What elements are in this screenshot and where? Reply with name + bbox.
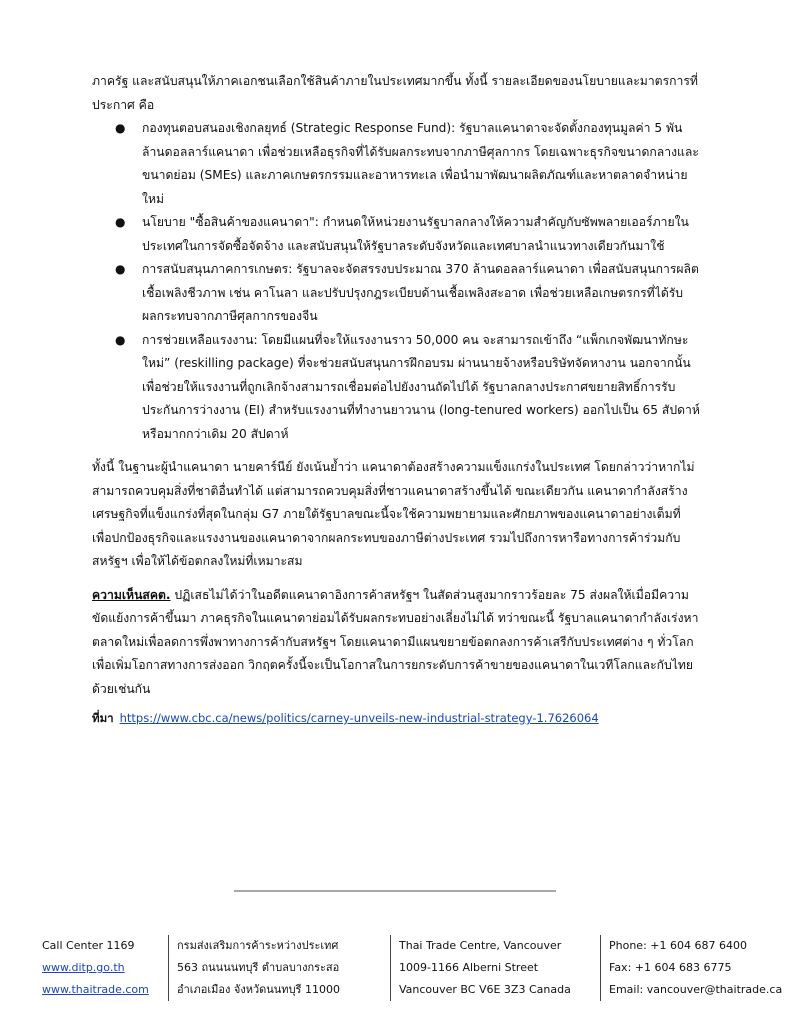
phone-text: Phone: +1 604 687 6400 [609,939,747,952]
source-link[interactable]: https://www.cbc.ca/news/politics/carney-unveils-new-industrial-strategy-1.7626064 [119,711,599,725]
fax-text: Fax: +1 604 683 6775 [609,961,732,974]
page-footer [42,935,783,1001]
opinion-label: ความเห็นสคต. [92,587,171,602]
footer-office-column [390,935,600,1001]
bullet-icon: ● [115,262,126,276]
list-item-text: กองทุนตอบสนองเชิงกลยุทธ์ (Strategic Response Fund): รัฐบาลแคนาดาจะจัดตั้งกองทุนมูลค่า 5 พันล้านดอลลาร์แคนาดา เพื่อช่วยเหลือธุรกิจที่ได้รับผลกระทบจากภาษีศุลกากร โดยเฉพาะธุรกิจขนาดกลางและขนาดย่อม (SMEs) และภาคเกษตรกรรมและอาหารทะเล เพื่อนำมาพัฒนาผลิตภัณฑ์และหาตลาดจำหน่ายใหม่ [142,121,699,206]
bullet-icon: ● [115,215,126,229]
list-item [115,329,704,447]
office-city: Vancouver BC V6E 3Z3 Canada [399,983,571,996]
thaitrade-website-link[interactable]: www.thaitrade.com [42,983,149,996]
list-item-text: การช่วยเหลือแรงงาน: โดยมีแผนที่จะให้แรงงานราว 50,000 คน จะสามารถเข้าถึง “แพ็กเกจพัฒนาทักษะใหม่” (reskilling package) ที่จะช่วยสนับสนุนการฝึกอบรม ผ่านนายจ้างหรือบริษัทจัดหางาน นอกจากนั้น เพื่อช่วยให้แรงงานที่ถูกเลิกจ้างสามารถเชื่อมต่อไปยังงานถัดไปได้ รัฐบาลกลางประกาศขยายสิทธิ์การรับประกันการว่างงาน (EI) สำหรับแรงงานที่ทำงานยาวนาน (long-tenured workers) ออกไปเป็น 65 สัปดาห์ หรือมากกว่าเดิม 20 สัปดาห์ [142,332,700,441]
list-item-text: การสนับสนุนภาคการเกษตร: รัฐบาลจะจัดสรรงบประมาณ 370 ล้านดอลลาร์แคนาดา เพื่อสนับสนุนการผลิตเชื้อเพลิงชีวภาพ เช่น คาโนลา และปรับปรุงกฎระเบียบด้านเชื้อเพลิงสะอาด เพื่อช่วยเหลือเกษตรกรที่ได้รับผลกระทบจากภาษีศุลกากรของจีน [142,262,699,323]
department-name: กรมส่งเสริมการค้าระหว่างประเทศ [177,939,339,952]
department-address-line1: 563 ถนนนนทบุรี ตำบลบางกระสอ [177,961,340,974]
measures-list [92,117,704,446]
ditp-website-link[interactable]: www.ditp.go.th [42,961,125,974]
office-name: Thai Trade Centre, Vancouver [399,939,562,952]
bullet-icon: ● [115,121,126,135]
document-body [92,70,704,731]
source-line [92,707,704,731]
footer-divider [234,890,556,892]
email-text: Email: vancouver@thaitrade.ca [609,983,783,996]
department-address-line2: อำเภอเมือง จังหวัดนนทบุรี 11000 [177,983,340,996]
office-street: 1009-1166 Alberni Street [399,961,539,974]
list-item-text: นโยบาย "ซื้อสินค้าของแคนาดา": กำหนดให้หน่วยงานรัฐบาลกลางให้ความสำคัญกับซัพพลายเออร์ภายในประเทศในการจัดซื้อจัดจ้าง และสนับสนุนให้รัฐบาลระดับจังหวัดและเทศบาลนำแนวทางเดียวกันมาใช้ [142,215,689,253]
footer-contact-column [42,935,168,1001]
leader-statement-paragraph: ทั้งนี้ ในฐานะผู้นำแคนาดา นายคาร์นีย์ ยังเน้นย้ำว่า แคนาดาต้องสร้างความแข็งแกร่งในประเทศ โดยกล่าวว่าหากไม่สามารถควบคุมสิ่งที่ชาติอื่นทำได้ แต่สามารถควบคุมสิ่งที่ชาวแคนาดาสร้างขึ้นได้ ขณะเดียวกัน แคนาดากำลังสร้างเศรษฐกิจที่แข็งแกร่งที่สุดในกลุ่ม G7 ภายใต้รัฐบาลขณะนี้จะใช้ความพยายามและศักยภาพของแคนาดาอย่างเต็มที่ เพื่อปกป้องธุรกิจและแรงงานของแคนาดาจากผลกระทบของภาษีต่างประเทศ รวมไปถึงการหารือทางการค้าร่วมกับสหรัฐฯ เพื่อให้ได้ข้อตกลงใหม่ที่เหมาะสม [92,460,695,568]
list-item [115,211,704,258]
list-item [115,258,704,329]
opinion-paragraph [92,584,704,702]
bullet-icon: ● [115,332,126,347]
call-center-text: Call Center 1169 [42,939,135,952]
footer-department-column [168,935,390,1001]
opinion-text: ปฏิเสธไม่ได้ว่าในอดีตแคนาดาอิงการค้าสหรัฐฯ ในสัดส่วนสูงมากราวร้อยละ 75 ส่งผลให้เมื่อมีความขัดแย้งการค้าขึ้นมา ภาคธุรกิจในแคนาดาย่อมได้รับผลกระทบอย่างเลี่ยงไม่ได้ ทว่าขณะนี้ รัฐบาลแคนาดากำลังเร่งหาตลาดใหม่เพื่อลดการพึ่งพาทางการค้ากับสหรัฐฯ โดยแคนาดามีแผนขยายข้อตกลงการค้าเสรีกับประเทศต่าง ๆ ทั่วโลกเพื่อเพิ่มโอกาสทางการส่งออก วิกฤตครั้งนี้จะเป็นโอกาสในการยกระดับการค้าขายของแคนาดาในเวทีโลกและกับไทยด้วยเช่นกัน [92,587,699,696]
intro-paragraph: ภาครัฐ และสนับสนุนให้ภาคเอกชนเลือกใช้สินค้าภายในประเทศมากขึ้น ทั้งนี้ รายละเอียดของนโยบายและมาตรการที่ประกาศ คือ [92,74,698,112]
source-label: ที่มา [92,711,114,725]
footer-phone-column [600,935,783,1001]
list-item [115,117,704,211]
